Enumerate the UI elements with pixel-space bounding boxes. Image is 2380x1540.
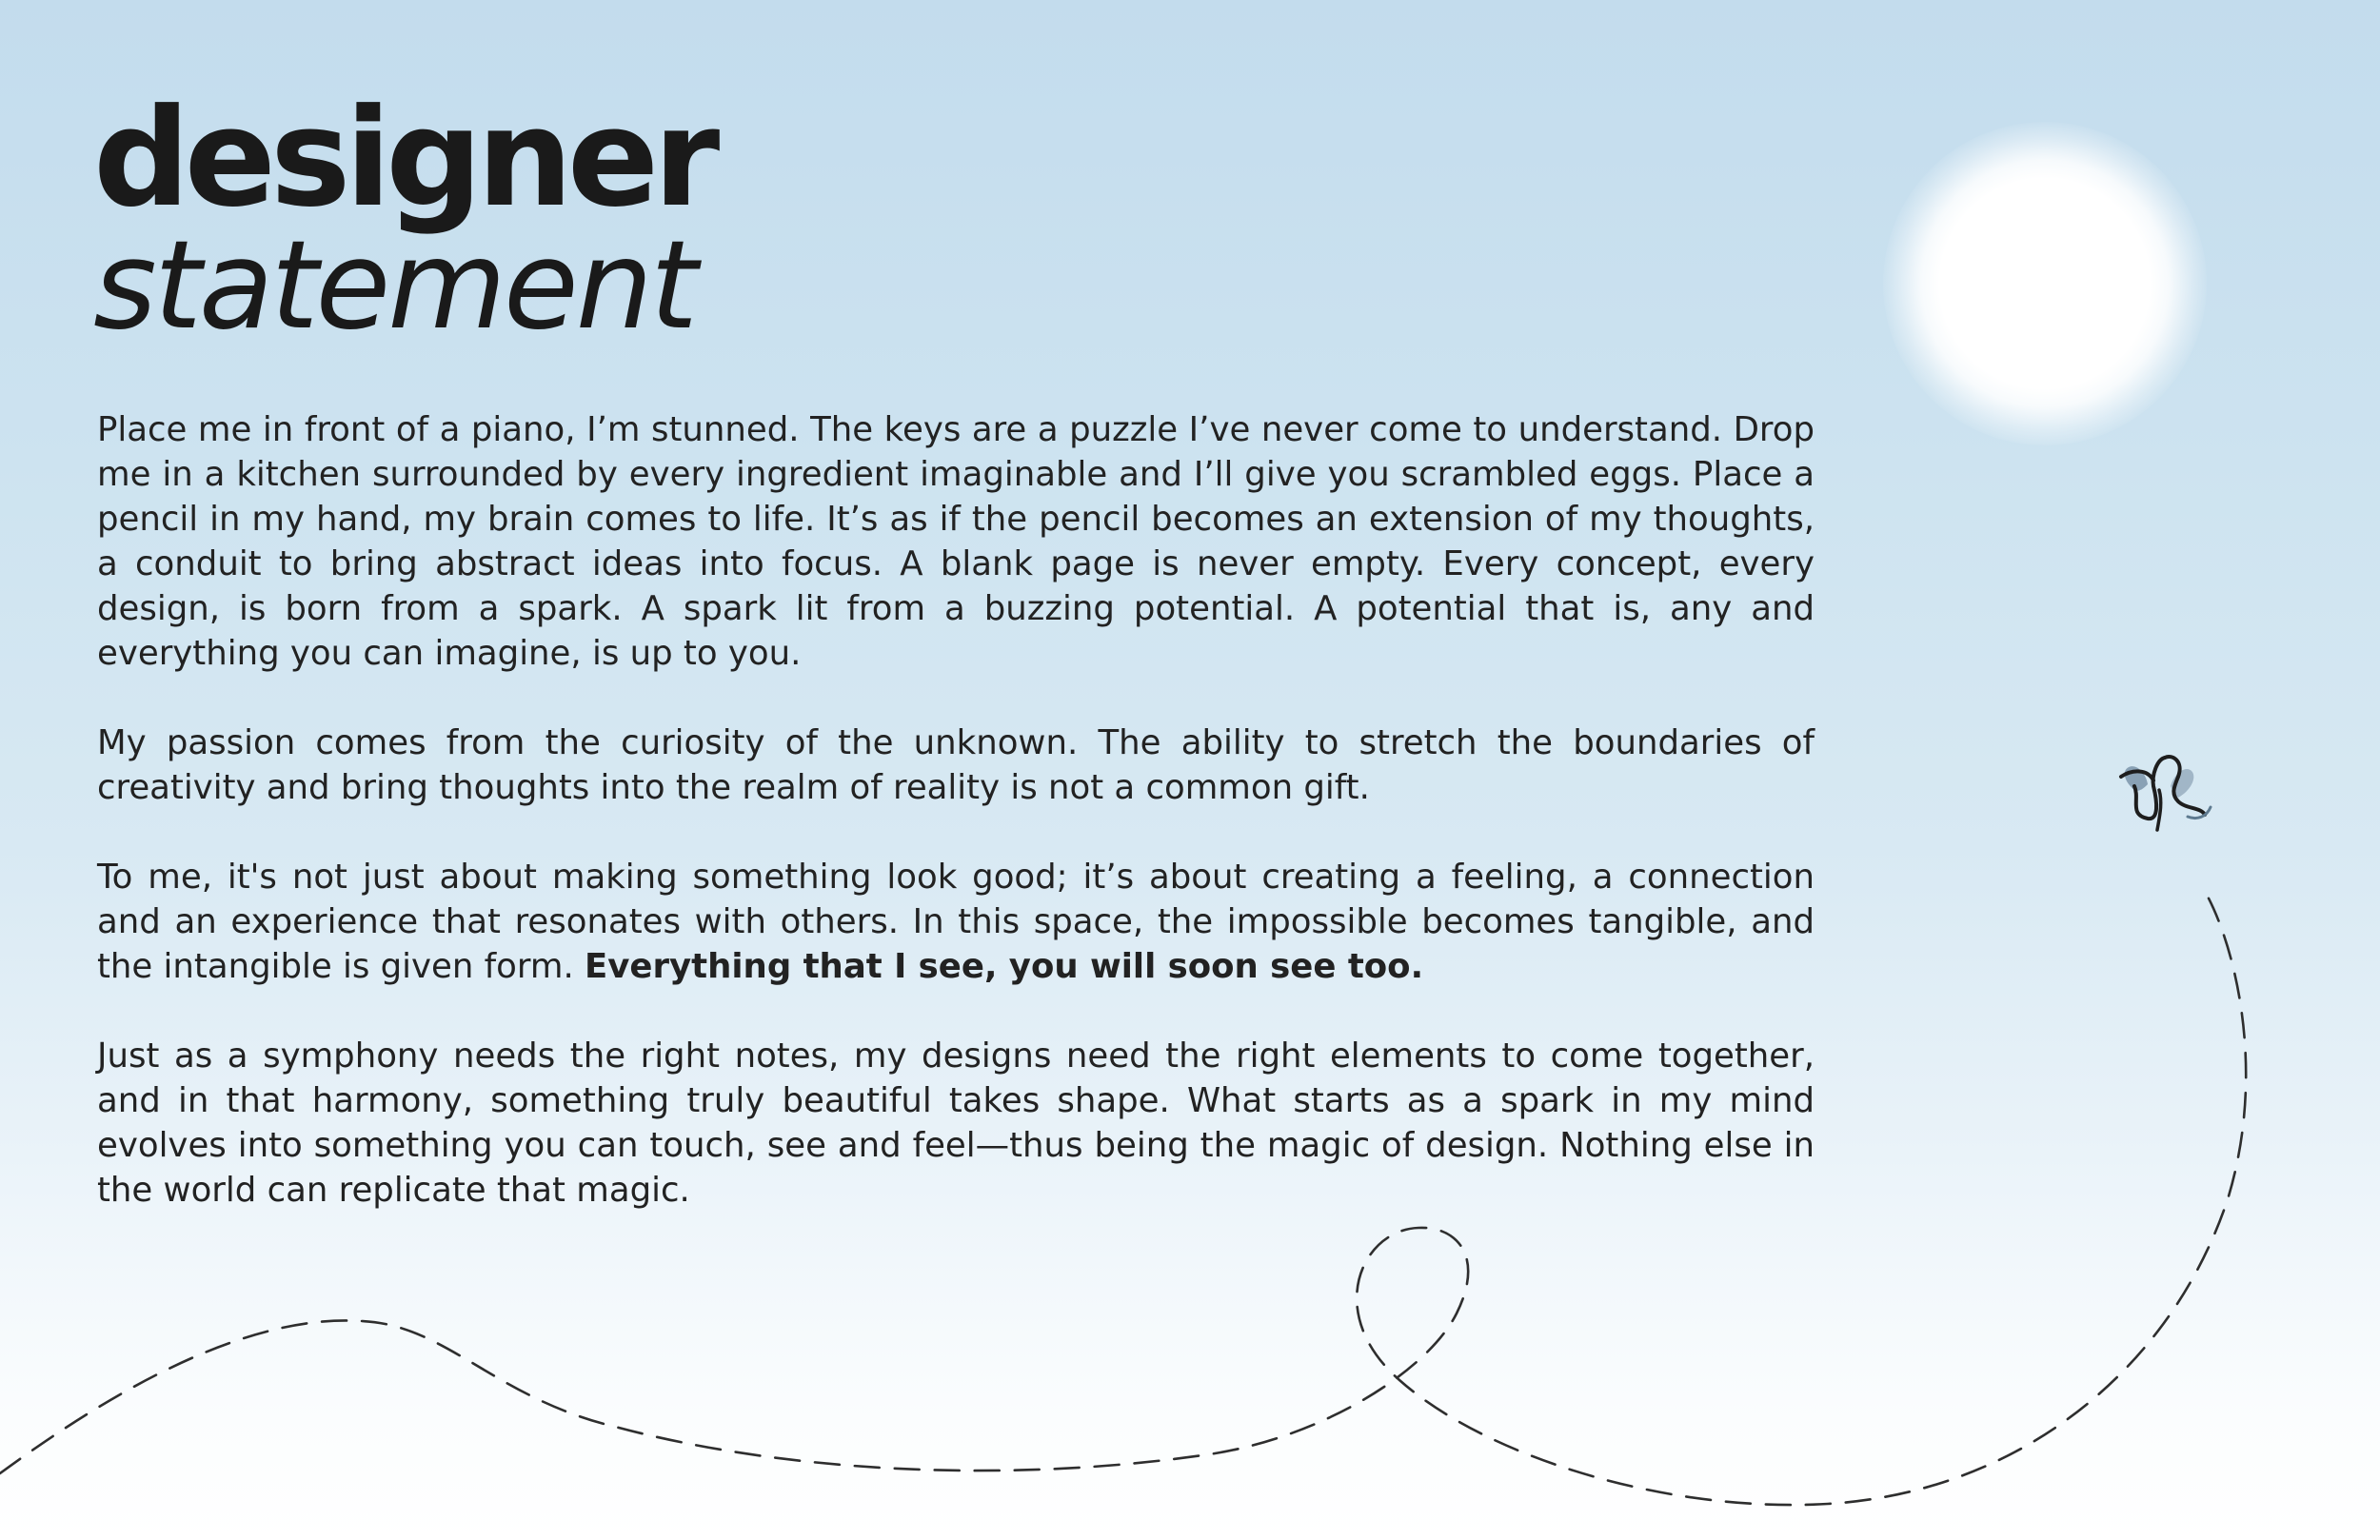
paragraph-piano: Place me in front of a piano, I’m stunned. The keys are a puzzle I’ve never come to understand. Drop me in a kitchen surrounded by every ingredient imaginable and I’ll give you scrambled eggs. Place a pencil in my hand, my brain comes to life. It’s as if the pencil becomes an extension of my thoughts, a conduit to bring abstract ideas into focus. A blank page is never empty. Every concept, every design, is born from a spark. A spark lit from a buzzing potential. A potential that is, any and everything you can imagine, is up to you. (97, 410, 1815, 673)
statement-body (97, 407, 1815, 1213)
title-designer: designer (93, 80, 715, 237)
paragraph-feeling-emphasis: Everything that I see, you will soon see too. (585, 947, 1424, 986)
paragraph-symphony: Just as a symphony needs the right notes, my designs need the right elements to come together, and in that harmony, something truly beautiful takes shape. What starts as a spark in my mind evolves into something you can touch, see and feel—thus being the magic of design. Nothing else in the world can replicate that magic. (97, 1037, 1815, 1210)
paragraph-feeling-text: To me, it's not just about making something look good; it’s about creating a feeling, a connection and an experience that resonates with others. In this space, the impossible becomes tangible, and the intangible is given form. (97, 858, 1815, 986)
butterfly-icon (2121, 757, 2211, 830)
paragraph-passion: My passion comes from the curiosity of the unknown. The ability to stretch the boundaries of creativity and bring thoughts into the realm of reality is not a common gift. (97, 723, 1815, 807)
sun-glow (1883, 122, 2207, 445)
page-title (93, 80, 715, 357)
title-statement: statement (93, 215, 695, 357)
paragraph-feeling (97, 855, 1815, 989)
